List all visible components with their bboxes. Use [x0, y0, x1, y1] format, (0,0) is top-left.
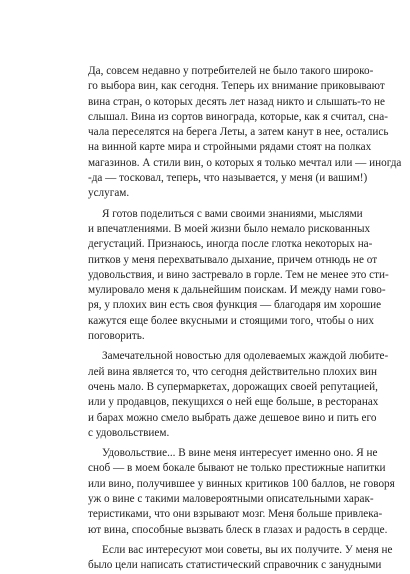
text-line: очень мало. В супермаркетах, дорожащих своей репутацией,: [88, 380, 378, 393]
text-line: дегустаций. Признаюсь, иногда после глотка некоторых на-: [88, 238, 373, 251]
text-line: питков у меня перехватывало дыхание, причем отнюдь не от: [88, 253, 378, 266]
text-line: ря, у плохих вин есть своя функция — благодаря им хорошие: [88, 299, 382, 312]
text-line: мулировало меня к дальнейшим поискам. И между нами гово-: [88, 284, 386, 297]
text-line: уж о вине с такими маловероятными описательными харак-: [88, 493, 374, 506]
paragraph-4: [88, 446, 395, 538]
text-line: и барах можно смело выбрать даже дешевое вино и пить его: [88, 411, 377, 424]
text-line: чала переселятся на берега Леты, а затем канут в нее, остались: [88, 126, 389, 139]
text-line: Я готов поделиться с вами своими знаниями, мыслями: [102, 207, 363, 220]
paragraph-3: [88, 349, 389, 441]
text-line: магазинов. А стили вин, о которых я только мечтал или — иногда: [88, 156, 402, 169]
text-line: удовольствия, и вино застревало в горле. Тем не менее это сти-: [88, 268, 389, 281]
text-line: или вино, получившее у винных критиков 100 баллов, не говоря: [88, 477, 395, 490]
text-line: сноб — в моем бокале бывают не только престижные напитки: [88, 462, 386, 475]
text-line: услугам.: [88, 187, 130, 200]
text-line: Удовольствие... В вине меня интересует именно оно. Я не: [102, 447, 378, 460]
text-line: ют вина, способные вызвать блеск в глазах и радость в сердце.: [88, 523, 388, 536]
text-line: с удовольствием.: [88, 426, 170, 439]
text-line: вина стран, о которых десять лет назад никто и слышать-то не: [88, 95, 385, 108]
text-line: слышал. Вина из сортов винограда, которые, как я считал, сна-: [88, 110, 388, 123]
text-line: на винной карте мира и стройными рядами стоят на полках: [88, 141, 372, 154]
text-line: было цели написать статистический справочник с занудными: [88, 559, 382, 572]
text-line: кажутся еще более вкусными и стоящими того, чтобы о них: [88, 314, 375, 327]
text-line: -да — тосковал, теперь, что называется, у меня (и вашим!): [88, 172, 368, 185]
paragraph-5: [88, 543, 393, 574]
paragraph-2: [88, 207, 389, 345]
text-line: лей вина является то, что сегодня действительно плохих вин: [88, 365, 378, 378]
text-line: теристиками, что они взрывают мозг. Меня больше привлека-: [88, 508, 383, 521]
body-text: [88, 64, 402, 574]
text-line: Да, совсем недавно у потребителей не было такого широко-: [88, 65, 374, 77]
text-line: Замечательной новостью для одолеваемых жаждой любите-: [102, 350, 389, 363]
text-line: или у продавцов, пекущихся о ней еще больше, в ресторанах: [88, 396, 379, 409]
paragraph-1: [88, 64, 402, 202]
text-line: Если вас интересуют мои советы, вы их получите. У меня не: [102, 543, 393, 556]
text-line: и впечатлениями. В моей жизни было немало рискованных: [88, 222, 371, 235]
text-line: го выбора вин, как сегодня. Теперь их внимание приковывают: [88, 80, 385, 93]
text-line: поговорить.: [88, 330, 145, 343]
